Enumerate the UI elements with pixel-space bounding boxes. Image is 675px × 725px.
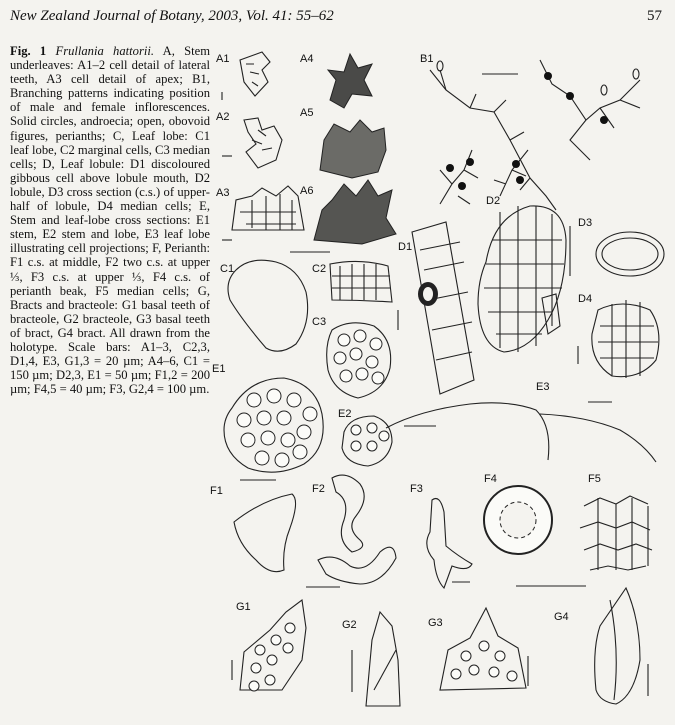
- drawing-F5: [580, 496, 652, 570]
- drawing-F2: [318, 475, 396, 584]
- drawing-B1: [430, 60, 640, 210]
- label-A4: A4: [300, 53, 314, 65]
- label-A5: A5: [300, 107, 314, 119]
- label-F5: F5: [588, 473, 601, 485]
- label-E3: E3: [536, 381, 550, 393]
- drawing-D3: [596, 232, 664, 276]
- label-F2: F2: [312, 483, 325, 495]
- label-F4: F4: [484, 473, 497, 485]
- drawing-G1: [232, 600, 306, 691]
- label-G4: G4: [554, 611, 569, 623]
- drawing-G4: [595, 588, 648, 704]
- label-C2: C2: [312, 263, 327, 275]
- label-F3: F3: [410, 483, 423, 495]
- label-F1: F1: [210, 485, 223, 497]
- drawing-A3: [222, 186, 304, 240]
- label-A2: A2: [216, 111, 230, 123]
- drawing-E1: [224, 378, 323, 480]
- drawing-A4: [328, 54, 372, 108]
- page-number: 57: [647, 8, 662, 24]
- caption-text: A, Stem underleaves: A1–2 cell detail of lateral teeth, A3 cell detail of apex; B1, Branching patterns indicating position of male and female inflorescences. Solid circles, androecia; open, obovoid figures, perianths; C, Leaf lobe: C1 leaf lobe, C2 marginal cells, C3 median cells; D, Leaf lobule: D1 discoloured gibbous cell above lobule mouth, D2 lobule, D3 cross section (c.s.) of upper-half of lobule, D4 median cells; E, Stem and leaf-lobe cross sections: E1 stem, E2 stem and lobe, E3 leaf lobe illustrating cell projections; F, Perianth: F1 c.s. at middle, F2 two c.s. at upper ⅓, F3 c.s. at upper ⅓, F4 c.s. of perianth beak, F5 median cells; G, Bracts and bracteole: G1 basal teeth of bracteole, G2 bracteole, G3 basal teeth of bract, G4 bract. All drawn from the holotype. Scale bars: A1–3, C2,3, D1,4, E3, G1,3 = 20 µm; A4–6, C1 = 150 µm; D2,3, E1 = 50 µm; F1,2 = 200 µm; F4,5 = 40 µm; F3, G2,4 = 100 µm.: [10, 44, 210, 397]
- label-E2: E2: [338, 408, 352, 420]
- figure-plate: [212, 38, 672, 722]
- label-B1: B1: [420, 53, 434, 65]
- label-D2: D2: [486, 195, 501, 207]
- drawing-D2: [478, 206, 570, 352]
- label-D3: D3: [578, 217, 593, 229]
- drawing-G3: [440, 608, 528, 690]
- drawing-F1: [234, 494, 340, 587]
- drawing-F4: [484, 486, 586, 586]
- label-C3: C3: [312, 316, 327, 328]
- drawing-D1: [412, 222, 474, 394]
- label-G2: G2: [342, 619, 357, 631]
- drawing-E2: [342, 403, 549, 466]
- label-A3: A3: [216, 187, 230, 199]
- label-G1: G1: [236, 601, 251, 613]
- label-C1: C1: [220, 263, 235, 275]
- drawing-C2: [330, 261, 398, 330]
- drawing-G2: [352, 612, 400, 706]
- journal-citation: New Zealand Journal of Botany, 2003, Vol. 41: 55–62: [10, 8, 334, 24]
- figure-caption: [10, 44, 210, 396]
- label-G3: G3: [428, 617, 443, 629]
- drawing-C1: [228, 260, 308, 351]
- figure-label: Fig. 1: [10, 44, 47, 58]
- drawing-E3: [540, 402, 656, 462]
- drawing-C3: [327, 323, 391, 398]
- label-E1: E1: [212, 363, 226, 375]
- label-D1: D1: [398, 241, 413, 253]
- drawing-F3: [427, 499, 472, 589]
- drawing-D4: [578, 300, 659, 378]
- drawing-A5: [320, 120, 386, 178]
- label-D4: D4: [578, 293, 593, 305]
- drawing-A2: [222, 118, 282, 168]
- species-name: Frullania hattorii.: [55, 44, 154, 58]
- page-header: [6, 8, 666, 30]
- label-A6: A6: [300, 185, 314, 197]
- label-A1: A1: [216, 53, 230, 65]
